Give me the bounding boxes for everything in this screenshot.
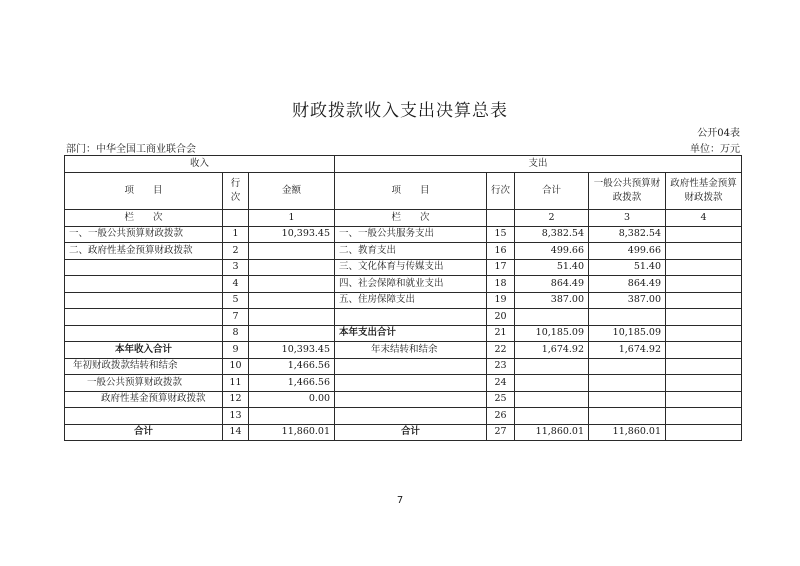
expense-general-cell: 8,382.54 (589, 226, 666, 243)
expense-total-cell: 8,382.54 (515, 226, 589, 243)
section-header-row (65, 156, 742, 173)
expense-general-cell: 11,860.01 (589, 424, 666, 441)
budget-summary-table (64, 155, 742, 441)
expense-total-cell: 864.49 (515, 276, 589, 293)
expense-row-no-cell: 22 (487, 342, 515, 359)
income-amount-cell (249, 259, 335, 276)
expense-item-cell: 本年支出合计 (335, 325, 487, 342)
expense-item-cell (335, 375, 487, 392)
income-amount-cell: 1,466.56 (249, 375, 335, 392)
table-row (65, 358, 742, 375)
expense-fund-cell (666, 358, 742, 375)
expense-item-cell (335, 309, 487, 326)
income-item-cell: 年初财政拨款结转和结余 (65, 358, 223, 375)
income-row-no-cell: 1 (223, 226, 249, 243)
expense-item-cell (335, 358, 487, 375)
expense-row-no-cell: 18 (487, 276, 515, 293)
income-row-no-cell: 5 (223, 292, 249, 309)
expense-row-no-cell: 19 (487, 292, 515, 309)
header-row-no: 行次 (223, 173, 249, 210)
expense-item-cell: 年末结转和结余 (335, 342, 487, 359)
income-row-no-cell: 12 (223, 391, 249, 408)
income-amount-cell: 11,860.01 (249, 424, 335, 441)
table-row (65, 325, 742, 342)
expense-fund-cell (666, 325, 742, 342)
header-item: 项 目 (65, 173, 223, 210)
expense-general-cell: 499.66 (589, 243, 666, 260)
expense-item-cell: 五、住房保障支出 (335, 292, 487, 309)
expense-general-cell: 387.00 (589, 292, 666, 309)
expense-total-cell: 51.40 (515, 259, 589, 276)
expense-item-cell (335, 408, 487, 425)
table-row (65, 243, 742, 260)
income-item-cell (65, 309, 223, 326)
header-total: 合计 (515, 173, 589, 210)
expense-general-cell (589, 358, 666, 375)
income-amount-cell (249, 292, 335, 309)
report-title: 财政拨款收入支出决算总表 (292, 101, 508, 121)
table-row (65, 276, 742, 293)
expense-fund-cell (666, 259, 742, 276)
income-item-cell: 二、政府性基金预算财政拨款 (65, 243, 223, 260)
expense-fund-cell (666, 408, 742, 425)
expense-row-no-cell: 20 (487, 309, 515, 326)
expense-section-header: 支出 (335, 156, 742, 173)
expense-total-cell (515, 375, 589, 392)
income-row-no-cell: 11 (223, 375, 249, 392)
table-row (65, 408, 742, 425)
income-amount-cell (249, 309, 335, 326)
income-amount-cell: 0.00 (249, 391, 335, 408)
expense-fund-cell (666, 226, 742, 243)
table-row (65, 424, 742, 441)
income-row-no-cell: 10 (223, 358, 249, 375)
col-index-label: 栏 次 (65, 210, 223, 227)
income-item-cell: 本年收入合计 (65, 342, 223, 359)
col-index-4: 4 (666, 210, 742, 227)
income-amount-cell: 10,393.45 (249, 226, 335, 243)
expense-row-no-cell: 24 (487, 375, 515, 392)
income-item-cell: 政府性基金预算财政拨款 (65, 391, 223, 408)
expense-row-no-cell: 27 (487, 424, 515, 441)
income-item-cell (65, 408, 223, 425)
table-row (65, 259, 742, 276)
expense-row-no-cell: 25 (487, 391, 515, 408)
expense-total-cell: 499.66 (515, 243, 589, 260)
expense-fund-cell (666, 243, 742, 260)
income-row-no-cell: 8 (223, 325, 249, 342)
table-body (65, 226, 742, 441)
expense-total-cell: 11,860.01 (515, 424, 589, 441)
expense-fund-cell (666, 375, 742, 392)
header-amount: 金额 (249, 173, 335, 210)
col-index-3: 3 (589, 210, 666, 227)
expense-fund-cell (666, 342, 742, 359)
income-item-cell (65, 325, 223, 342)
expense-general-cell: 10,185.09 (589, 325, 666, 342)
expense-fund-cell (666, 309, 742, 326)
expense-row-no-cell: 15 (487, 226, 515, 243)
income-row-no-cell: 3 (223, 259, 249, 276)
expense-general-cell (589, 391, 666, 408)
form-number: 公开04表 (697, 128, 740, 139)
expense-fund-cell (666, 292, 742, 309)
income-amount-cell: 10,393.45 (249, 342, 335, 359)
header-item-expense: 项 目 (335, 173, 487, 210)
expense-total-cell (515, 358, 589, 375)
income-row-no-cell: 13 (223, 408, 249, 425)
expense-row-no-cell: 26 (487, 408, 515, 425)
income-amount-cell (249, 325, 335, 342)
expense-fund-cell (666, 424, 742, 441)
income-amount-cell: 1,466.56 (249, 358, 335, 375)
table-row (65, 292, 742, 309)
table-row (65, 375, 742, 392)
income-row-no-cell: 4 (223, 276, 249, 293)
expense-general-cell: 864.49 (589, 276, 666, 293)
expense-item-cell: 四、社会保障和就业支出 (335, 276, 487, 293)
expense-general-cell (589, 309, 666, 326)
income-row-no-cell: 14 (223, 424, 249, 441)
income-item-cell: 合计 (65, 424, 223, 441)
income-amount-cell (249, 276, 335, 293)
income-row-no-cell: 7 (223, 309, 249, 326)
expense-total-cell: 10,185.09 (515, 325, 589, 342)
expense-row-no-cell: 21 (487, 325, 515, 342)
department-label: 部门：中华全国工商业联合会 (66, 144, 196, 155)
header-general-budget: 一般公共预算财政拨款 (589, 173, 666, 210)
table-row (65, 391, 742, 408)
expense-total-cell: 1,674.92 (515, 342, 589, 359)
unit-label: 单位：万元 (690, 144, 740, 155)
expense-general-cell (589, 408, 666, 425)
income-section-header: 收入 (65, 156, 335, 173)
table-row (65, 309, 742, 326)
col-index-label-expense: 栏 次 (335, 210, 487, 227)
header-fund-budget: 政府性基金预算财政拨款 (666, 173, 742, 210)
expense-general-cell: 1,674.92 (589, 342, 666, 359)
income-item-cell: 一般公共预算财政拨款 (65, 375, 223, 392)
income-amount-cell (249, 408, 335, 425)
income-item-cell (65, 292, 223, 309)
header-row-no-expense: 行次 (487, 173, 515, 210)
column-index-row (65, 210, 742, 227)
expense-item-cell: 三、文化体育与传媒支出 (335, 259, 487, 276)
expense-item-cell: 合计 (335, 424, 487, 441)
income-item-cell: 一、一般公共预算财政拨款 (65, 226, 223, 243)
col-index-1: 1 (249, 210, 335, 227)
expense-total-cell (515, 309, 589, 326)
expense-item-cell (335, 391, 487, 408)
table-row (65, 342, 742, 359)
expense-general-cell (589, 375, 666, 392)
col-index-2: 2 (515, 210, 589, 227)
expense-row-no-cell: 17 (487, 259, 515, 276)
income-item-cell (65, 276, 223, 293)
expense-row-no-cell: 16 (487, 243, 515, 260)
expense-fund-cell (666, 391, 742, 408)
expense-item-cell: 一、一般公共服务支出 (335, 226, 487, 243)
expense-total-cell (515, 408, 589, 425)
expense-item-cell: 二、教育支出 (335, 243, 487, 260)
income-row-no-cell: 9 (223, 342, 249, 359)
income-item-cell (65, 259, 223, 276)
expense-general-cell: 51.40 (589, 259, 666, 276)
column-header-row (65, 173, 742, 210)
page-number: 7 (396, 495, 404, 506)
table-row (65, 226, 742, 243)
expense-total-cell: 387.00 (515, 292, 589, 309)
expense-fund-cell (666, 276, 742, 293)
income-row-no-cell: 2 (223, 243, 249, 260)
expense-row-no-cell: 23 (487, 358, 515, 375)
income-amount-cell (249, 243, 335, 260)
expense-total-cell (515, 391, 589, 408)
